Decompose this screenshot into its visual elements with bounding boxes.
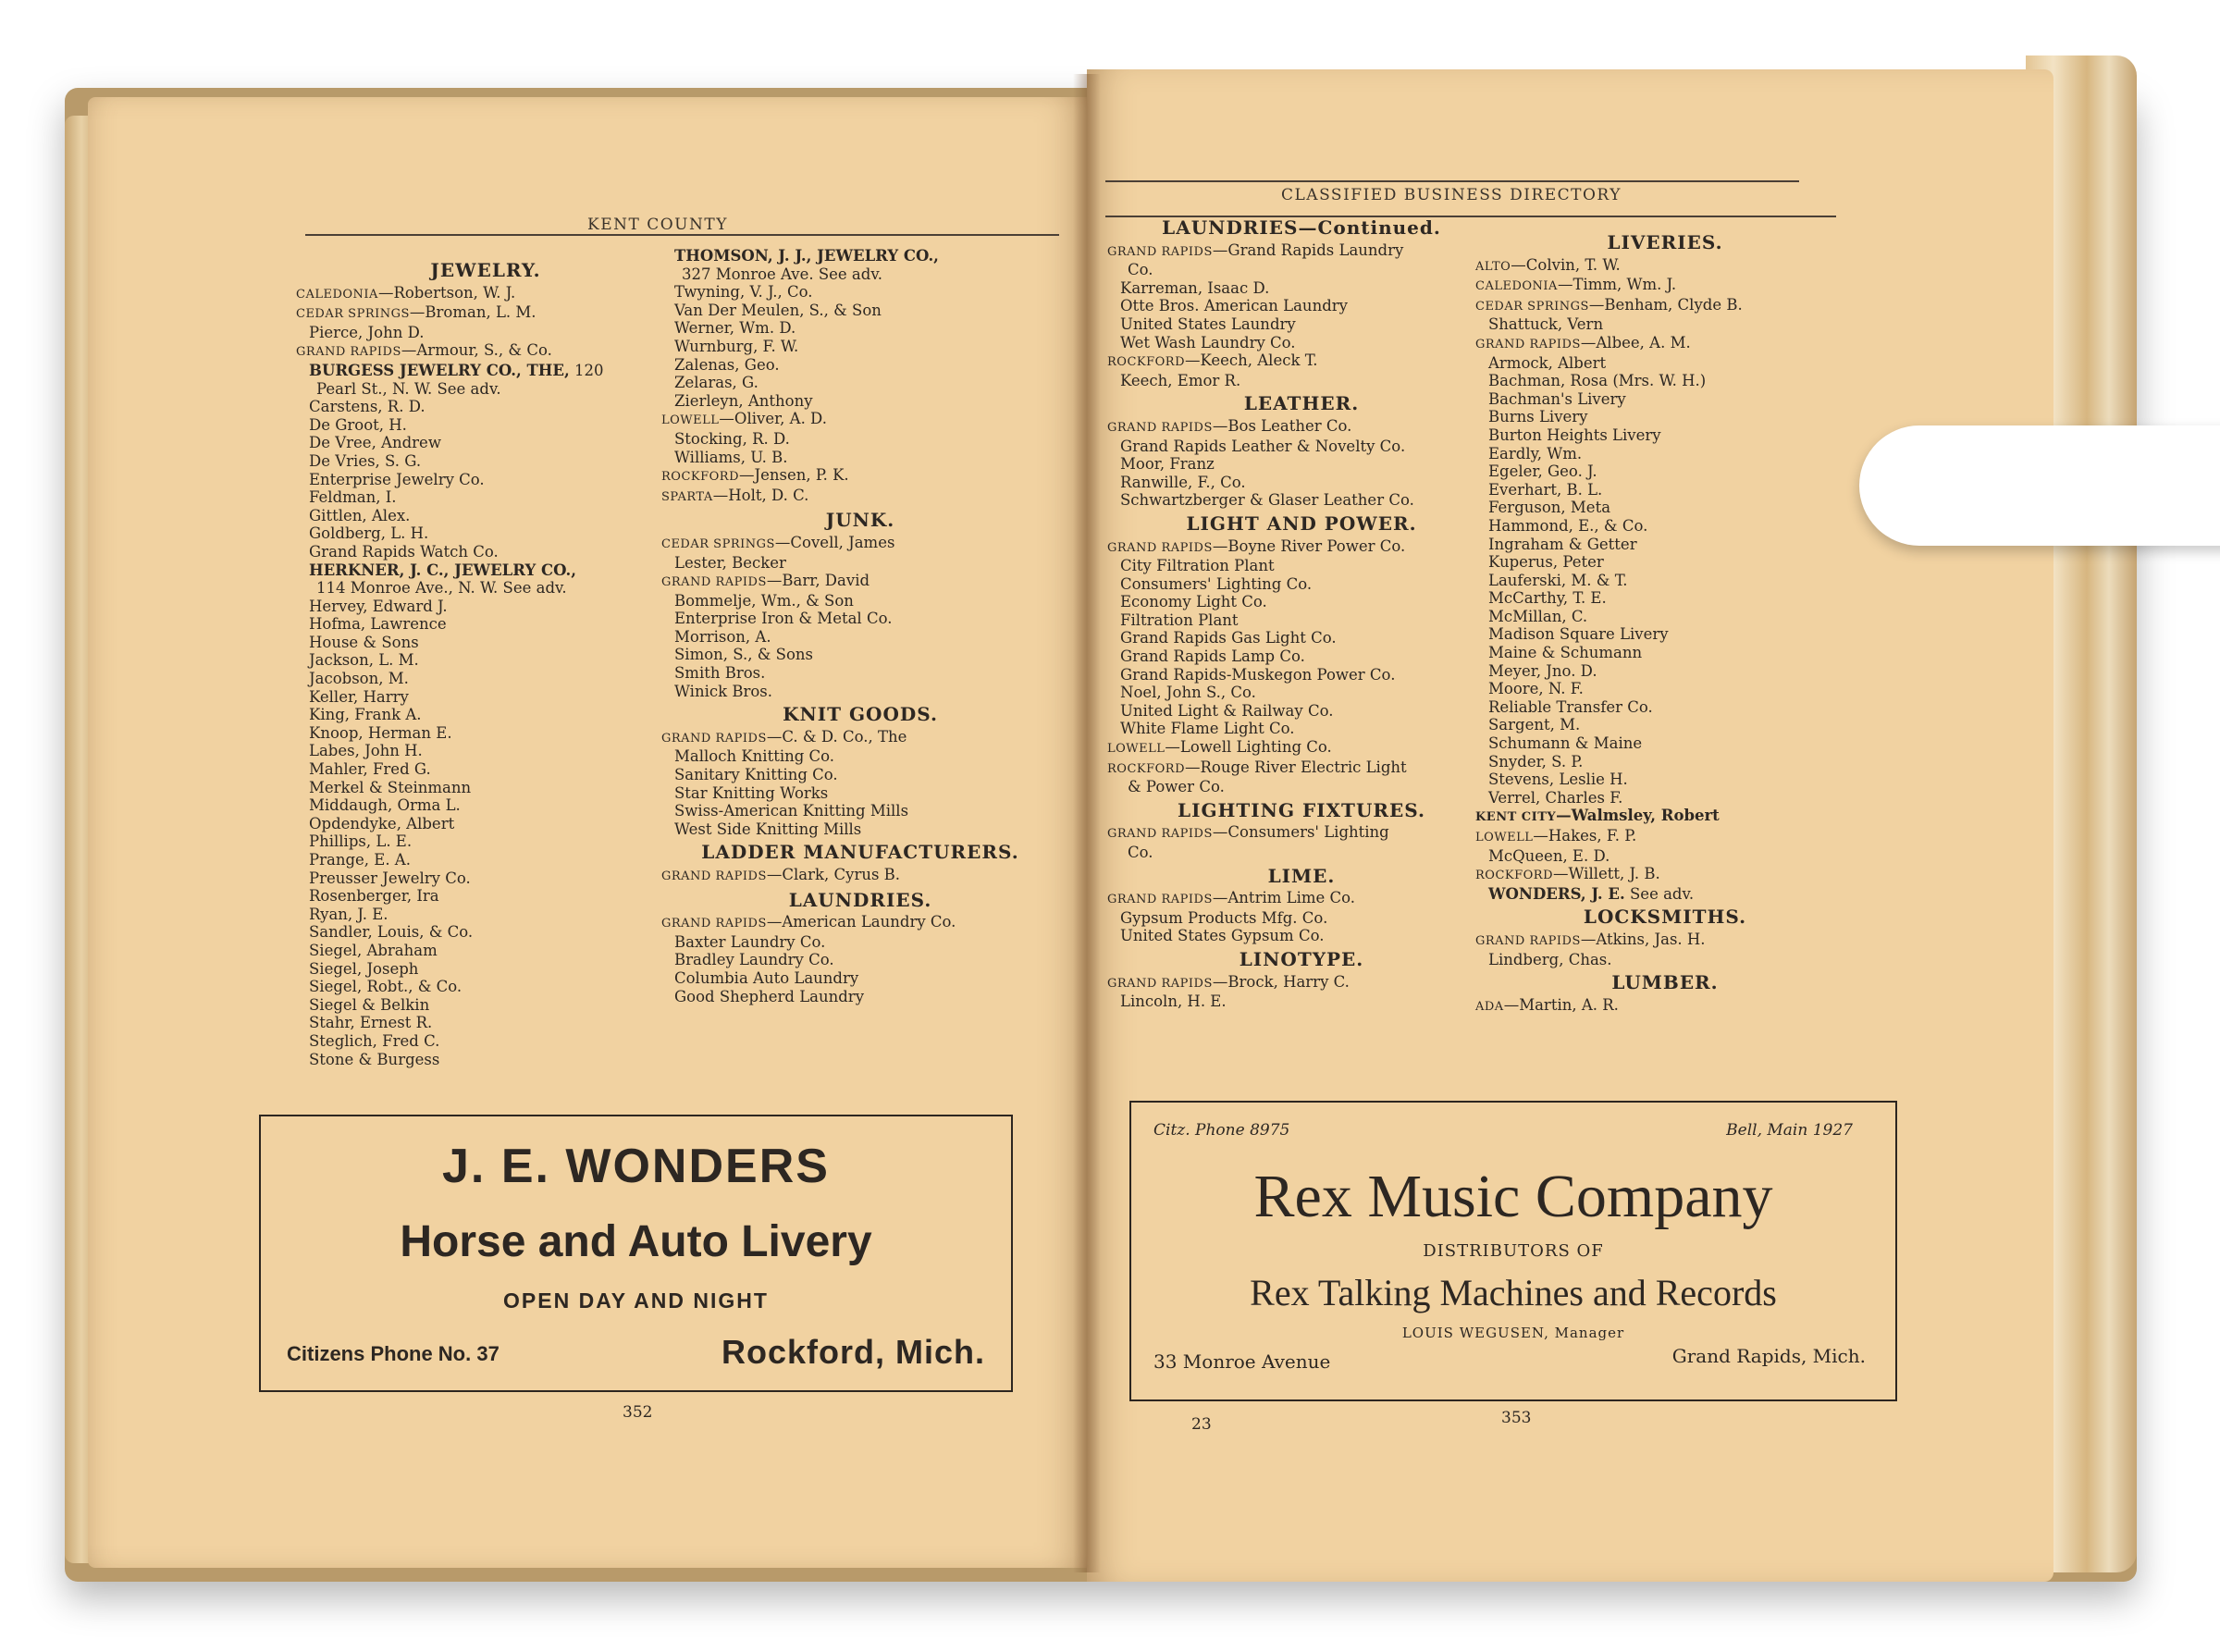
- listing-entry: Swiss-American Knitting Mills: [674, 802, 909, 820]
- business-name: —Clark, Cyrus B.: [766, 866, 901, 883]
- listing-entry: Snyder, S. P.: [1488, 752, 1584, 771]
- business-name: —Albee, A. M.: [1580, 333, 1691, 351]
- town-name: GRAND RAPIDS: [1107, 540, 1213, 555]
- ad-address: 33 Monroe Avenue: [1153, 1350, 1331, 1373]
- featured-business-name: HERKNER, J. C., JEWELRY CO.,: [309, 561, 577, 579]
- listing-entry: Morrison, A.: [674, 627, 771, 646]
- listing-entry: [661, 572, 1059, 592]
- town-name: ROCKFORD: [1107, 355, 1185, 370]
- listing-entry: [1107, 241, 1496, 262]
- section-heading: JUNK.: [825, 509, 895, 532]
- ad-location: Rockford, Mich.: [721, 1333, 985, 1371]
- listing-entry: Merkel & Steinmann: [309, 778, 472, 796]
- business-name: —Boyne River Power Co.: [1212, 536, 1406, 555]
- listing-entry: Hammond, E., & Co.: [1488, 516, 1648, 535]
- listing-entry: Prange, E. A.: [309, 851, 411, 869]
- business-name: —Jensen, P. K.: [739, 466, 849, 485]
- listing-entry: [661, 534, 1059, 554]
- listing-entry: Bachman's Livery: [1488, 389, 1626, 408]
- listing-entry: Everhart, B. L.: [1488, 480, 1603, 499]
- listing-entry: Ferguson, Meta: [1488, 499, 1611, 517]
- business-name: —Colvin, T. W.: [1511, 255, 1621, 274]
- listing-entry: Stone & Burgess: [309, 1050, 440, 1068]
- listing-entry: Preusser Jewelry Co.: [309, 869, 471, 887]
- listing-entry: White Flame Light Co.: [1120, 720, 1295, 738]
- listing-entry: Siegel & Belkin: [309, 995, 430, 1014]
- town-name: GRAND RAPIDS: [1107, 827, 1213, 842]
- town-name: ROCKFORD: [1475, 869, 1553, 883]
- listing-entry: Egeler, Geo. J.: [1488, 462, 1597, 481]
- town-name: GRAND RAPIDS: [1475, 337, 1581, 351]
- listing-entry: Bommelje, Wm., & Son: [674, 591, 854, 610]
- town-name: CALEDONIA: [296, 287, 378, 302]
- section-heading: LEATHER.: [1243, 392, 1360, 415]
- listing-entry: Rosenberger, Ira: [309, 887, 439, 906]
- business-name: —Robertson, W. J.: [377, 283, 516, 302]
- town-name: CEDAR SPRINGS: [1475, 299, 1589, 314]
- featured-extra: See adv.: [1624, 884, 1695, 903]
- listing-entry: Grand Rapids-Muskegon Power Co.: [1120, 665, 1396, 684]
- listing-entry: [1475, 807, 1855, 827]
- business-name: —Brock, Harry C.: [1212, 972, 1350, 991]
- listing-entry: Lauferski, M. & T.: [1488, 571, 1628, 589]
- listing-entry: Winick Bros.: [674, 682, 772, 700]
- town-name: ROCKFORD: [661, 470, 739, 485]
- listing-entry: Siegel, Joseph: [309, 959, 419, 978]
- listing-entry: Shattuck, Vern: [1488, 315, 1604, 334]
- listing-entry: Goldberg, L. H.: [309, 524, 429, 543]
- ad-distributors: DISTRIBUTORS OF: [1423, 1241, 1604, 1261]
- left-page-header: KENT COUNTY: [587, 216, 728, 234]
- listing-entry: [661, 866, 1059, 886]
- listing-entry: Labes, John H.: [309, 742, 423, 760]
- town-name: KENT CITY: [1475, 810, 1557, 825]
- listing-entry: Malloch Knitting Co.: [674, 747, 835, 766]
- listing-entry: [1475, 296, 1855, 316]
- listing-entry: Ranwille, F., Co.: [1120, 473, 1246, 491]
- section-heading: LIGHT AND POWER.: [1186, 512, 1417, 535]
- listing-entry: Siegel, Robt., & Co.: [309, 978, 462, 996]
- listing-entry: 114 Monroe Ave., N. W. See adv.: [316, 579, 567, 598]
- listing-entry: Grand Rapids Gas Light Co.: [1120, 629, 1337, 647]
- town-name: CALEDONIA: [1475, 279, 1558, 294]
- listing-entry: Consumers' Lighting Co.: [1120, 574, 1313, 593]
- listing-entry: Pearl St., N. W. See adv.: [316, 379, 501, 398]
- listing-entry: Bradley Laundry Co.: [674, 951, 834, 969]
- listing-entry: Steglich, Fred C.: [309, 1031, 440, 1050]
- rex-music-advertisement: [1129, 1101, 1897, 1401]
- listing-entry: Grand Rapids Watch Co.: [309, 542, 499, 561]
- featured-extra: 120: [569, 361, 604, 379]
- listing-entry: Twyning, V. J., Co.: [674, 283, 813, 302]
- listing-entry: Moore, N. F.: [1488, 680, 1584, 698]
- listing-entry: & Power Co.: [1128, 778, 1225, 796]
- listing-entry: City Filtration Plant: [1120, 557, 1275, 575]
- business-name: —Martin, A. R.: [1503, 995, 1619, 1014]
- ad-products: Rex Talking Machines and Records: [1250, 1272, 1777, 1313]
- listing-entry: [661, 487, 1059, 507]
- business-name: —Holt, D. C.: [712, 486, 809, 504]
- listing-entry: Moor, Franz: [1120, 455, 1215, 474]
- listing-entry: Ingraham & Getter: [1488, 535, 1637, 553]
- listing-entry: Zelaras, G.: [674, 374, 758, 392]
- listing-entry: [1475, 996, 1855, 1017]
- listing-entry: Verrel, Charles F.: [1488, 788, 1623, 807]
- listing-entry: Karreman, Isaac D.: [1120, 278, 1270, 297]
- listing-entry: United Light & Railway Co.: [1120, 701, 1334, 720]
- featured-business-name: WONDERS, J. E.: [1488, 884, 1625, 903]
- business-name: —C. & D. Co., The: [766, 727, 907, 746]
- listing-entry: Knoop, Herman E.: [309, 723, 452, 742]
- listing-entry: Noel, John S., Co.: [1120, 684, 1256, 702]
- listing-entry: [296, 303, 675, 324]
- ad-manager: LOUIS WEGUSEN, Manager: [1401, 1325, 1625, 1341]
- listing-entry: West Side Knitting Mills: [674, 820, 862, 838]
- listing-entry: Wet Wash Laundry Co.: [1120, 333, 1296, 351]
- listing-entry: Stahr, Ernest R.: [309, 1014, 433, 1032]
- listing-entry: United States Laundry: [1120, 314, 1296, 333]
- listing-entry: [1475, 931, 1855, 951]
- listing-entry: [1107, 351, 1496, 372]
- listing-entry: Pierce, John D.: [309, 323, 425, 341]
- listing-entry: Carstens, R. D.: [309, 398, 426, 416]
- listing-entry: Armock, Albert: [1488, 353, 1607, 372]
- business-name: —Walmsley, Robert: [1556, 807, 1720, 825]
- listing-entry: Werner, Wm. D.: [674, 319, 796, 338]
- listing-entry-featured: [661, 247, 1059, 265]
- listing-entry: [661, 410, 1059, 430]
- business-name: —Oliver, A. D.: [719, 410, 827, 428]
- listing-entry: Middaugh, Orma L.: [309, 796, 461, 815]
- featured-business-name: THOMSON, J. J., JEWELRY CO.,: [674, 247, 939, 265]
- listing-entry: Madison Square Livery: [1488, 625, 1669, 644]
- right-column-1: [1107, 214, 1496, 1011]
- listing-entry: Sanitary Knitting Co.: [674, 766, 838, 784]
- business-name: —Rouge River Electric Light: [1185, 758, 1407, 776]
- listing-entry: [1475, 334, 1855, 354]
- listing-entry: Lindberg, Chas.: [1488, 950, 1612, 968]
- town-name: ALTO: [1475, 259, 1511, 274]
- section-heading: LAUNDRIES.: [788, 888, 932, 911]
- listing-entry: Schumann & Maine: [1488, 734, 1643, 753]
- ad-city: Grand Rapids, Mich.: [1671, 1345, 1866, 1367]
- listing-entry: De Groot, H.: [309, 415, 407, 434]
- business-name: —Armour, S., & Co.: [401, 341, 552, 360]
- business-name: —American Laundry Co.: [766, 913, 956, 931]
- section-heading: LOCKSMITHS.: [1583, 906, 1747, 929]
- listing-entry: Stocking, R. D.: [674, 429, 790, 448]
- listing-entry: Sandler, Louis, & Co.: [309, 923, 474, 942]
- right-column-2: [1475, 228, 1855, 1016]
- listing-entry: McCarthy, T. E.: [1488, 589, 1607, 608]
- ad-bell-phone: Bell, Main 1927: [1726, 1121, 1853, 1140]
- listing-entry: House & Sons: [309, 633, 419, 651]
- left-header-rule: [305, 234, 1059, 236]
- listing-entry: [1107, 973, 1496, 993]
- right-page-number: 353: [1501, 1409, 1532, 1427]
- listing-entry: Sargent, M.: [1488, 716, 1581, 734]
- ad-company: Rex Music Company: [1253, 1163, 1773, 1230]
- listing-entry: [1475, 276, 1855, 296]
- listing-entry: [1107, 537, 1496, 558]
- listing-entry: Filtration Plant: [1120, 610, 1239, 629]
- listing-entry: Feldman, I.: [309, 488, 397, 507]
- listing-entry: Lester, Becker: [674, 553, 786, 572]
- listing-entry: King, Frank A.: [309, 706, 422, 724]
- town-name: GRAND RAPIDS: [661, 731, 767, 746]
- listing-entry: Zierleyn, Anthony: [674, 391, 813, 410]
- business-name: —Grand Rapids Laundry: [1212, 240, 1404, 259]
- town-name: GRAND RAPIDS: [1475, 933, 1581, 948]
- town-name: SPARTA: [661, 489, 713, 504]
- listing-entry: Reliable Transfer Co.: [1488, 697, 1653, 716]
- listing-entry: [661, 728, 1059, 748]
- listing-entry: [1475, 827, 1855, 847]
- left-page-number: 352: [623, 1403, 653, 1422]
- listing-entry: Co.: [1128, 844, 1153, 861]
- left-column-2: [661, 247, 1059, 1005]
- listing-entry: [1475, 865, 1855, 885]
- section-heading: LIVERIES.: [1607, 231, 1723, 253]
- town-name: GRAND RAPIDS: [661, 917, 767, 931]
- listing-entry: Jackson, L. M.: [309, 651, 419, 670]
- listing-entry: Enterprise Iron & Metal Co.: [674, 610, 893, 628]
- right-page: [1087, 69, 2054, 1582]
- listing-entry: Baxter Laundry Co.: [674, 932, 826, 951]
- listing-entry: Otte Bros. American Laundry: [1120, 297, 1348, 315]
- town-name: GRAND RAPIDS: [1107, 244, 1213, 259]
- wonders-advertisement: [259, 1115, 1013, 1392]
- right-header-rule-top: [1105, 180, 1799, 182]
- listing-entry: McQueen, E. D.: [1488, 846, 1610, 865]
- town-name: LOWELL: [1107, 742, 1166, 757]
- business-name: —Lowell Lighting Co.: [1165, 738, 1332, 757]
- listing-entry: Wurnburg, F. W.: [674, 337, 799, 355]
- listing-entry: Jacobson, M.: [309, 670, 409, 688]
- listing-entry: Good Shepherd Laundry: [674, 987, 865, 1005]
- business-name: —Antrim Lime Co.: [1212, 889, 1356, 907]
- listing-entry: [296, 284, 675, 304]
- listing-entry: Hofma, Lawrence: [309, 615, 447, 634]
- listing-entry: Star Knitting Works: [674, 783, 829, 802]
- section-heading: LIGHTING FIXTURES.: [1178, 798, 1425, 821]
- signature-mark: 23: [1191, 1415, 1212, 1434]
- business-name: —Bos Leather Co.: [1212, 416, 1352, 435]
- listing-entry: De Vries, S. G.: [309, 451, 422, 470]
- business-name: —Willett, J. B.: [1553, 865, 1660, 883]
- town-name: CEDAR SPRINGS: [661, 536, 775, 551]
- listing-entry: Keech, Emor R.: [1120, 371, 1241, 389]
- listing-entry: Columbia Auto Laundry: [674, 968, 859, 987]
- ad-company-name: J. E. WONDERS: [442, 1140, 830, 1193]
- listing-entry: Opdendyke, Albert: [309, 814, 455, 832]
- business-name: —Covell, James: [774, 533, 895, 551]
- listing-entry: Hervey, Edward J.: [309, 597, 448, 615]
- business-name: —Broman, L. M.: [409, 303, 536, 322]
- town-name: GRAND RAPIDS: [1107, 976, 1213, 991]
- listing-entry: Grand Rapids Leather & Novelty Co.: [1120, 437, 1406, 455]
- right-page-header: CLASSIFIED BUSINESS DIRECTORY: [1281, 186, 1622, 204]
- listing-entry: [1107, 758, 1496, 779]
- listing-entry-featured: [1475, 885, 1855, 904]
- listing-entry: Gypsum Products Mfg. Co.: [1120, 908, 1328, 927]
- listing-entry: Simon, S., & Sons: [674, 646, 813, 664]
- listing-entry: Kuperus, Peter: [1488, 553, 1604, 572]
- town-name: LOWELL: [661, 413, 720, 428]
- listing-entry: Ryan, J. E.: [309, 905, 388, 923]
- listing-entry: Enterprise Jewelry Co.: [309, 470, 485, 488]
- listing-entry: Zalenas, Geo.: [674, 355, 780, 374]
- listing-entry: [1107, 889, 1496, 909]
- town-name: ROCKFORD: [1107, 761, 1185, 776]
- listing-entry: Gittlen, Alex.: [309, 506, 411, 524]
- listing-entry: [296, 341, 675, 362]
- listing-entry: 327 Monroe Ave. See adv.: [682, 265, 882, 283]
- business-name: —Hakes, F. P.: [1533, 827, 1637, 844]
- town-name: LOWELL: [1475, 831, 1534, 844]
- town-name: GRAND RAPIDS: [1107, 893, 1213, 907]
- listing-entry: Smith Bros.: [674, 664, 766, 683]
- left-page: [88, 97, 1087, 1568]
- business-name: —Barr, David: [766, 572, 870, 590]
- listing-entry: Economy Light Co.: [1120, 593, 1267, 611]
- listing-entry: Stevens, Leslie H.: [1488, 771, 1628, 789]
- listing-entry: Williams, U. B.: [674, 448, 788, 466]
- listing-entry-featured: [296, 561, 675, 580]
- listing-entry: Maine & Schumann: [1488, 644, 1643, 662]
- listing-entry: [661, 913, 1059, 933]
- featured-business-name: BURGESS JEWELRY CO., THE,: [309, 361, 570, 379]
- town-name: GRAND RAPIDS: [1107, 420, 1213, 435]
- listing-entry: Grand Rapids Lamp Co.: [1120, 647, 1305, 666]
- listing-entry-featured: [296, 362, 675, 380]
- listing-entry: McMillan, C.: [1488, 607, 1588, 625]
- book-gutter: [1073, 74, 1101, 1572]
- ad-citz-phone: Citz. Phone 8975: [1153, 1121, 1290, 1140]
- listing-entry: [1107, 738, 1496, 758]
- section-heading: LIME.: [1267, 864, 1336, 887]
- listing-entry: United States Gypsum Co.: [1120, 927, 1325, 945]
- town-name: ADA: [1475, 999, 1504, 1014]
- town-name: GRAND RAPIDS: [661, 575, 767, 590]
- listing-entry: Burton Heights Livery: [1488, 425, 1661, 444]
- listing-entry: Mahler, Fred G.: [309, 760, 431, 779]
- listing-entry: De Vree, Andrew: [309, 434, 441, 452]
- ad-hours: OPEN DAY AND NIGHT: [503, 1288, 769, 1313]
- listing-entry: Keller, Harry: [309, 687, 409, 706]
- listing-entry: Siegel, Abraham: [309, 941, 438, 959]
- ad-phone: Citizens Phone No. 37: [287, 1342, 500, 1365]
- listing-entry: Schwartzberger & Glaser Leather Co.: [1120, 491, 1414, 510]
- listing-entry: Bachman, Rosa (Mrs. W. H.): [1488, 372, 1707, 390]
- business-name: —Consumers' Lighting: [1212, 823, 1389, 842]
- business-name: —Benham, Clyde B.: [1588, 295, 1743, 314]
- bookmark-tab[interactable]: [1859, 425, 2220, 546]
- town-name: GRAND RAPIDS: [661, 869, 767, 883]
- listing-entry: Van Der Meulen, S., & Son: [674, 301, 882, 319]
- section-heading: LUMBER.: [1611, 971, 1719, 994]
- section-heading: LADDER MANUFACTURERS.: [701, 841, 1019, 864]
- ad-tagline: Horse and Auto Livery: [400, 1217, 872, 1266]
- listing-entry: Lincoln, H. E.: [1120, 992, 1227, 1011]
- section-heading: KNIT GOODS.: [783, 703, 938, 726]
- listing-entry: [1107, 417, 1496, 438]
- business-name: —Timm, Wm. J.: [1557, 276, 1677, 294]
- town-name: CEDAR SPRINGS: [296, 307, 410, 322]
- business-name: —Keech, Aleck T.: [1185, 351, 1318, 370]
- section-heading: LINOTYPE.: [1239, 947, 1364, 970]
- section-heading: JEWELRY.: [430, 259, 541, 281]
- left-column-1: [296, 256, 675, 1068]
- listing-entry: [1475, 256, 1855, 277]
- listing-entry: [661, 466, 1059, 487]
- listing-entry: Meyer, Jno. D.: [1488, 661, 1597, 680]
- listing-entry: Co.: [1128, 261, 1153, 279]
- business-name: —Atkins, Jas. H.: [1580, 930, 1706, 948]
- listing-entry: Eardly, Wm.: [1488, 444, 1583, 462]
- section-heading: LAUNDRIES—Continued.: [1162, 216, 1441, 239]
- listing-entry: [1107, 823, 1496, 844]
- listing-entry: Burns Livery: [1488, 408, 1588, 426]
- listing-entry: Phillips, L. E.: [309, 832, 413, 851]
- town-name: GRAND RAPIDS: [296, 345, 401, 360]
